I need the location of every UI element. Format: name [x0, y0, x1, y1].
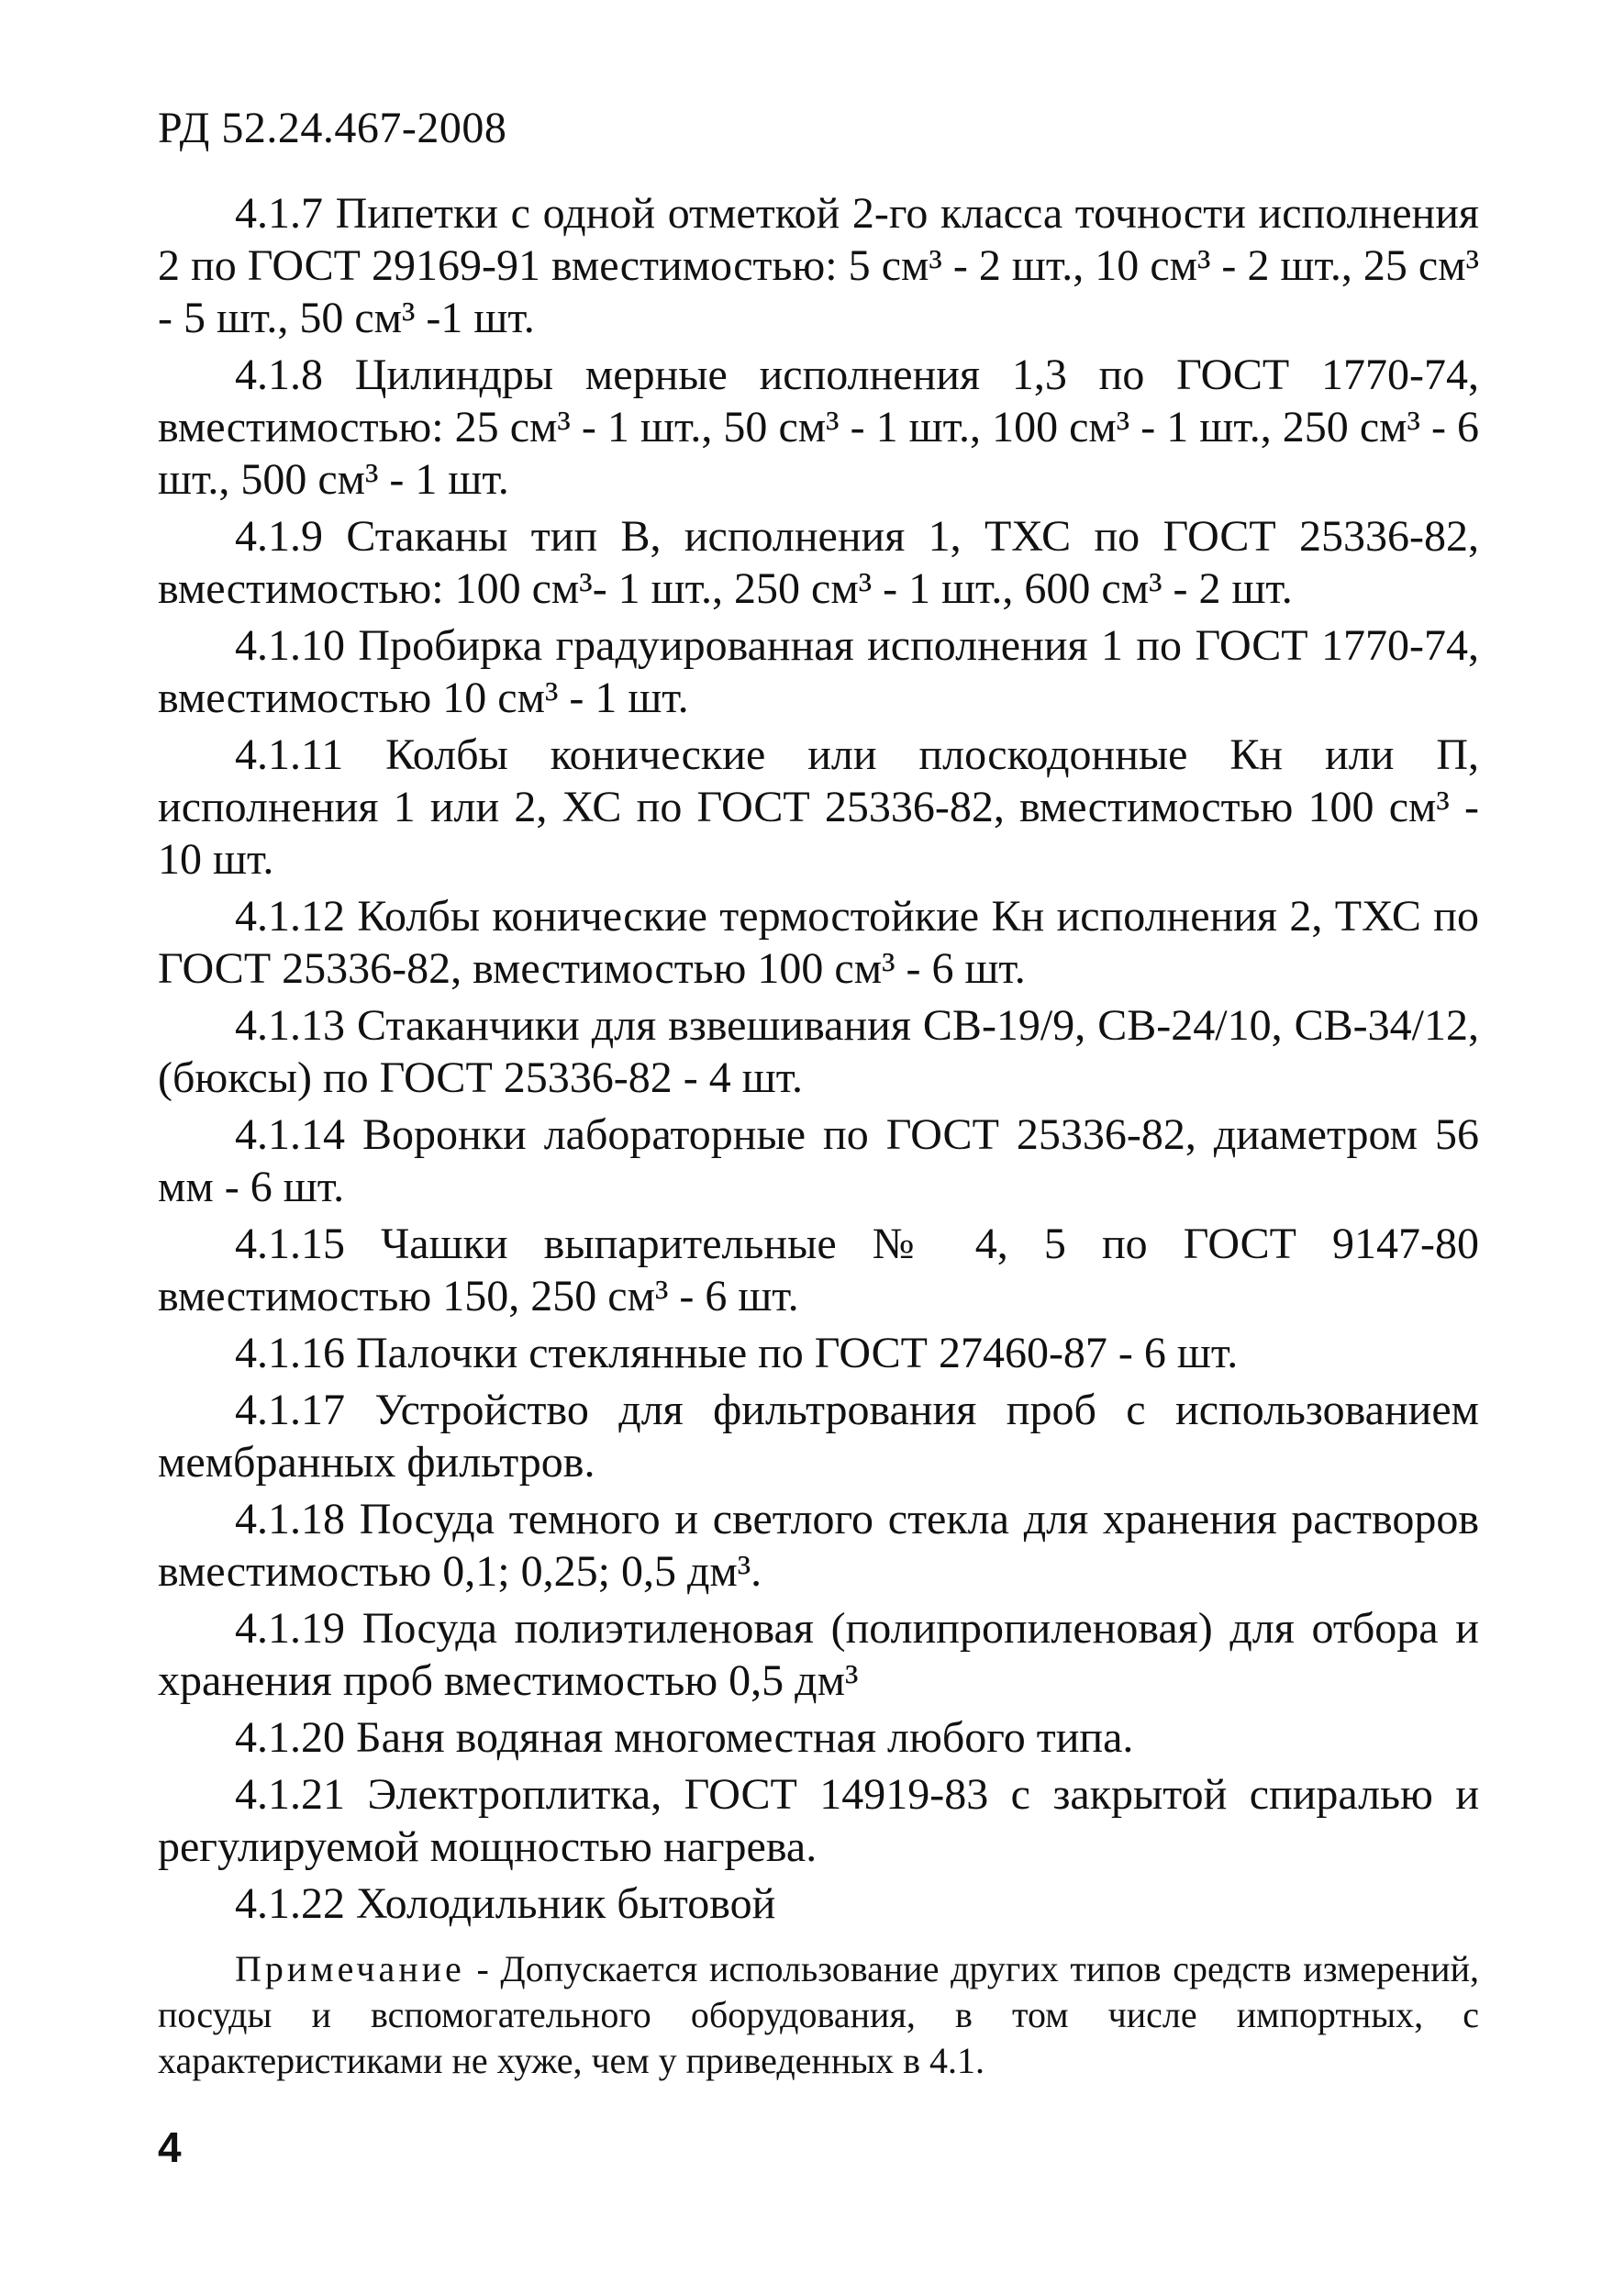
paragraph-4-1-17: 4.1.17 Устройство для фильтрования проб с использованием мембранных фильтров.	[158, 1386, 1479, 1487]
note-label: Примечание	[235, 1948, 465, 1989]
note-text: - Допускается использование других типов средств измерений, посуды и вспомогательного оборудования, в том числе импортных, с характеристиками не хуже, чем у приведенных в 4.1.	[158, 1948, 1479, 2081]
paragraph-4-1-15: 4.1.15 Чашки выпарительные № 4, 5 по ГОСТ 9147-80 вместимостью 150, 250 см³ - 6 шт.	[158, 1220, 1479, 1320]
paragraph-4-1-13: 4.1.13 Стаканчики для взвешивания СВ-19/9, СВ-24/10, СВ-34/12, (бюксы) по ГОСТ 25336-82 - 4 шт.	[158, 1001, 1479, 1102]
document-code: РД 52.24.467-2008	[158, 104, 507, 152]
page-number: 4	[158, 2123, 182, 2171]
paragraph-4-1-20: 4.1.20 Баня водяная многоместная любого типа.	[235, 1713, 1134, 1762]
paragraph-4-1-19: 4.1.19 Посуда полиэтиленовая (полипропиленовая) для отбора и хранения проб вместимостью 0,5 дм³	[158, 1604, 1479, 1705]
paragraph-4-1-16: 4.1.16 Палочки стеклянные по ГОСТ 27460-87 - 6 шт.	[235, 1329, 1239, 1377]
paragraph-4-1-7: 4.1.7 Пипетки с одной отметкой 2-го класса точности исполнения 2 по ГОСТ 29169-91 вместимостью: 5 см³ - 2 шт., 10 см³ - 2 шт., 25 см³ - 5 шт., 50 см³ -1 шт.	[158, 189, 1479, 342]
paragraph-4-1-12: 4.1.12 Колбы конические термостойкие Кн исполнения 2, ТХС по ГОСТ 25336-82, вместимостью 100 см³ - 6 шт.	[158, 892, 1479, 993]
paragraph-4-1-21: 4.1.21 Электроплитка, ГОСТ 14919-83 с закрытой спиралью и регулируемой мощностью нагрева.	[158, 1770, 1479, 1871]
paragraph-4-1-22: 4.1.22 Холодильник бытовой	[235, 1879, 776, 1928]
paragraph-4-1-14: 4.1.14 Воронки лабораторные по ГОСТ 25336-82, диаметром 56 мм - 6 шт.	[158, 1110, 1479, 1211]
paragraph-4-1-11: 4.1.11 Колбы конические или плоскодонные Кн или П, исполнения 1 или 2, ХС по ГОСТ 25336-82, вместимостью 100 см³ - 10 шт.	[158, 730, 1479, 884]
paragraph-4-1-10: 4.1.10 Пробирка градуированная исполнения 1 по ГОСТ 1770-74, вместимостью 10 см³ - 1 шт.	[158, 621, 1479, 722]
note	[158, 1946, 1479, 2084]
paragraph-4-1-8: 4.1.8 Цилиндры мерные исполнения 1,3 по ГОСТ 1770-74, вместимостью: 25 см³ - 1 шт., 50 см³ - 1 шт., 100 см³ - 1 шт., 250 см³ - 6 шт., 500 см³ - 1 шт.	[158, 351, 1479, 504]
paragraph-4-1-18: 4.1.18 Посуда темного и светлого стекла для хранения растворов вместимостью 0,1; 0,25; 0,5 дм³.	[158, 1495, 1479, 1596]
paragraph-4-1-9: 4.1.9 Стаканы тип В, исполнения 1, ТХС по ГОСТ 25336-82, вместимостью: 100 см³- 1 шт., 250 см³ - 1 шт., 600 см³ - 2 шт.	[158, 512, 1479, 613]
body-text	[158, 187, 1479, 2084]
